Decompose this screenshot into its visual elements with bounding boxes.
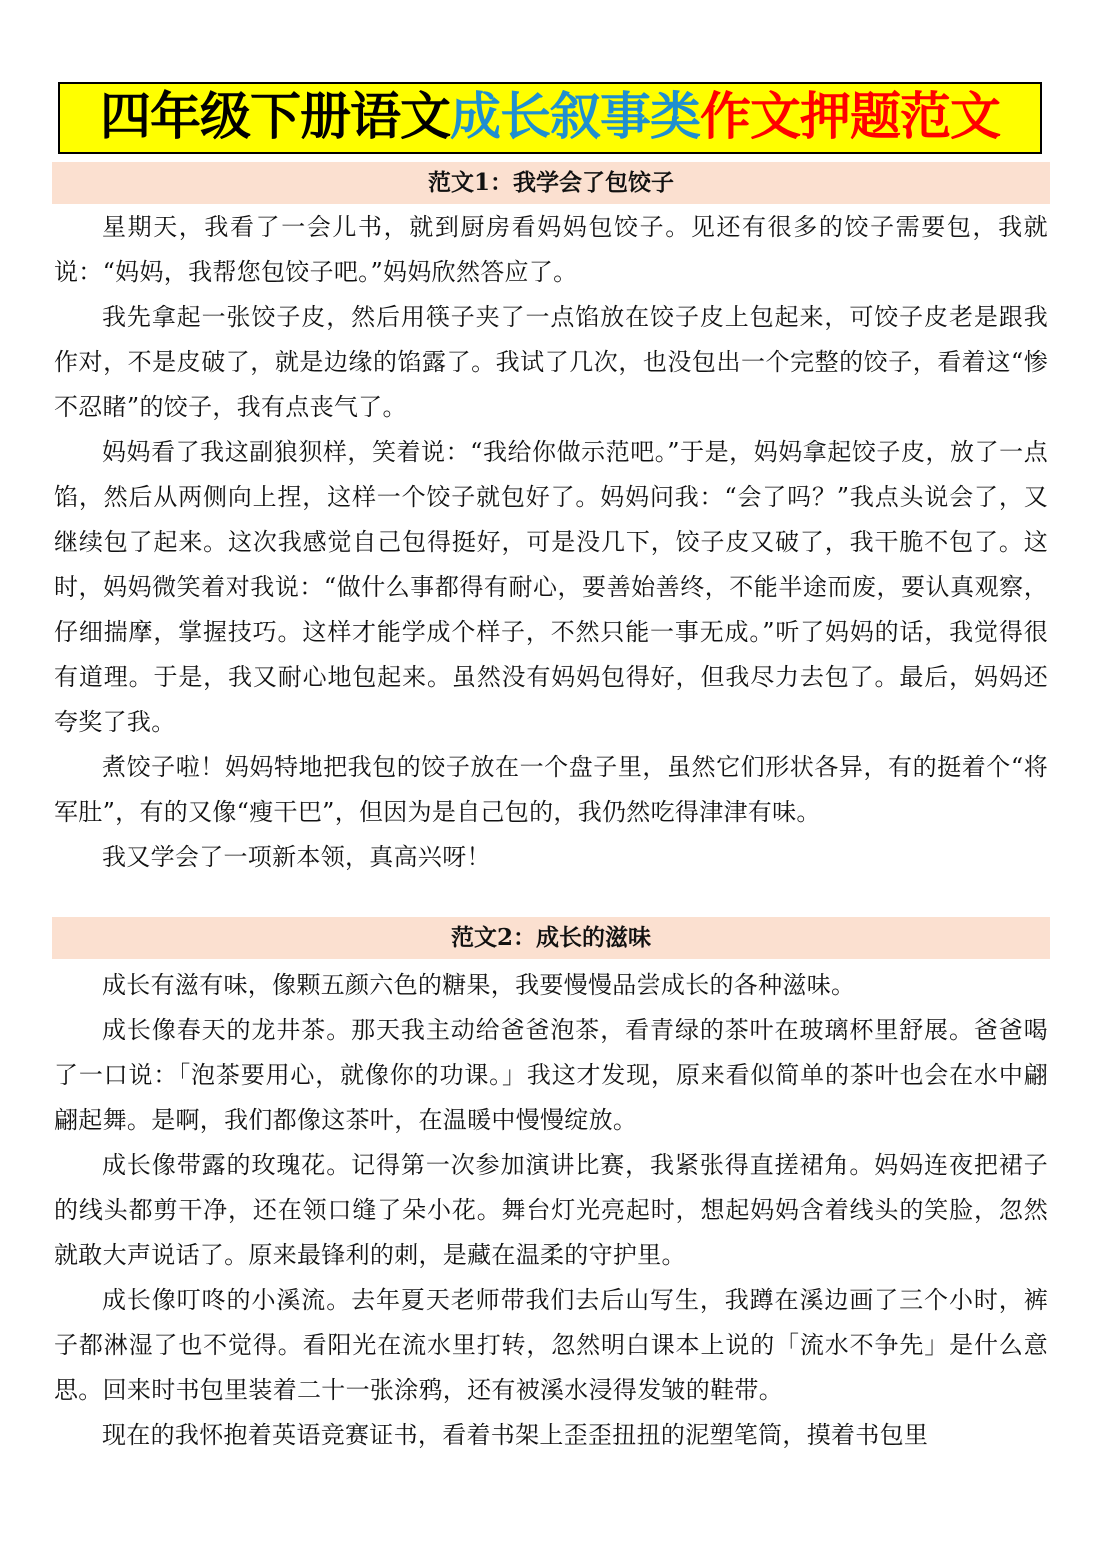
essay-2-paragraph: 成长有滋有味，像颗五颜六色的糖果，我要慢慢品尝成长的各种滋味。 [102, 971, 856, 999]
title-part-category: 成长叙事类 [449, 88, 700, 147]
essay-2-paragraph: 成长像带露的玫瑰花。记得第一次参加演讲比赛，我紧张得直搓裙角。妈妈连夜把裙子的线头都剪干净，还在领口缝了朵小花。舞台灯光亮起时，想起妈妈含着线头的笑脸，忽然就敢大声说话了。原来最锋利的刺，是藏在温柔的守护里。 [54, 1151, 1048, 1269]
essay-2-heading: 范文2：成长的滋味 [52, 917, 1050, 959]
document-title [58, 82, 1042, 154]
essay-2-paragraph: 成长像叮咚的小溪流。去年夏天老师带我们去后山写生，我蹲在溪边画了三个小时，裤子都淋湿了也不觉得。看阳光在流水里打转，忽然明白课本上说的「流水不争先」是什么意思。回来时书包里装着二十一张涂鸦，还有被溪水浸得发皱的鞋带。 [54, 1286, 1048, 1404]
essay-1-body [54, 205, 1048, 880]
essay-1-heading: 范文1：我学会了包饺子 [52, 162, 1050, 204]
essay-1-paragraph: 星期天，我看了一会儿书，就到厨房看妈妈包饺子。见还有很多的饺子需要包，我就说：“妈妈，我帮您包饺子吧。”妈妈欣然答应了。 [54, 213, 1048, 286]
essay-1-paragraph: 妈妈看了我这副狼狈样，笑着说：“我给你做示范吧。”于是，妈妈拿起饺子皮，放了一点馅，然后从两侧向上捏，这样一个饺子就包好了。妈妈问我：“会了吗？”我点头说会了，又继续包了起来。这次我感觉自己包得挺好，可是没几下，饺子皮又破了，我干脆不包了。这时，妈妈微笑着对我说：“做什么事都得有耐心，要善始善终，不能半途而废，要认真观察，仔细揣摩，掌握技巧。这样才能学成个样子，不然只能一事无成。”听了妈妈的话，我觉得很有道理。于是，我又耐心地包起来。虽然没有妈妈包得好，但我尽力去包了。最后，妈妈还夸奖了我。 [54, 438, 1048, 736]
essay-1-paragraph: 我先拿起一张饺子皮，然后用筷子夹了一点馅放在饺子皮上包起来，可饺子皮老是跟我作对，不是皮破了，就是边缘的馅露了。我试了几次，也没包出一个完整的饺子，看着这“惨不忍睹”的饺子，我有点丧气了。 [54, 303, 1048, 421]
essay-2-body [54, 963, 1048, 1458]
essay-2-paragraph: 成长像春天的龙井茶。那天我主动给爸爸泡茶，看青绿的茶叶在玻璃杯里舒展。爸爸喝了一口说：「泡茶要用心，就像你的功课。」我这才发现，原来看似简单的茶叶也会在水中翩翩起舞。是啊，我们都像这茶叶，在温暖中慢慢绽放。 [54, 1016, 1048, 1134]
essay-1-paragraph: 煮饺子啦！妈妈特地把我包的饺子放在一个盘子里，虽然它们形状各异，有的挺着个“将军肚”，有的又像“瘦干巴”，但因为是自己包的，我仍然吃得津津有味。 [54, 753, 1048, 826]
title-part-essays: 作文押题范文 [700, 88, 1001, 147]
title-part-grade: 四年级下册语文 [99, 88, 450, 147]
essay-1-paragraph: 我又学会了一项新本领，真高兴呀！ [102, 843, 491, 871]
essay-2-paragraph: 现在的我怀抱着英语竞赛证书，看着书架上歪歪扭扭的泥塑笔筒，摸着书包里 [102, 1421, 929, 1449]
